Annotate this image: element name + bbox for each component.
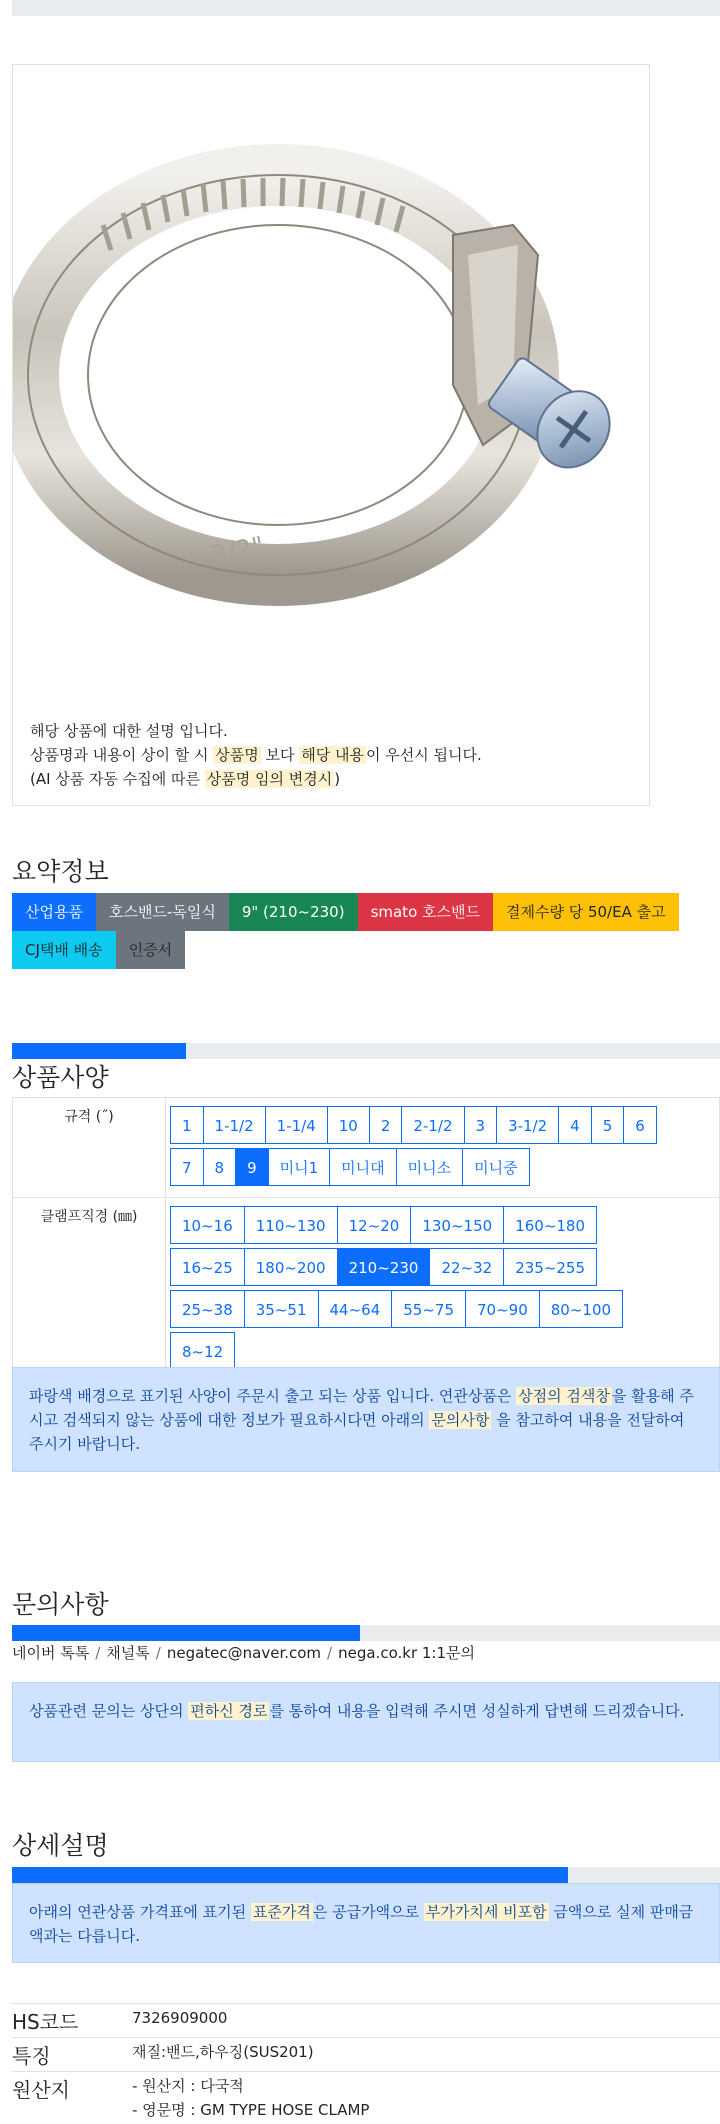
clamp-option[interactable]: 180~200 [244,1248,338,1286]
clamp-option-row [170,1202,713,1244]
clamp-option[interactable]: 25~38 [170,1290,245,1328]
size-label: 규격 (˝) [13,1098,166,1198]
clamp-option[interactable]: 160~180 [503,1206,597,1244]
inquiry-notice: 상품관련 문의는 상단의 편하신 경로 를 통하여 내용을 입력해 주시면 성실하게 답변해 드리겠습니다. [12,1682,720,1762]
top-divider-bar [12,0,720,16]
inquiry-link[interactable]: 네이버 톡톡 [12,1644,89,1662]
highlight-route: 편하신 경로 [188,1702,269,1720]
summary-tag: smato 호스밴드 [358,893,493,931]
inquiry-progress-bar [12,1625,720,1641]
size-option[interactable]: 1-1/2 [203,1106,266,1144]
description-line-2: 상품명과 내용이 상이 할 시 상품명 보다 해당 내용 이 우선시 됩니다. [30,743,482,767]
product-description [30,719,482,791]
size-option[interactable]: 1-1/4 [265,1106,328,1144]
size-option-row [170,1102,713,1144]
summary-tag: 인증서 [116,931,185,969]
detail-notice: 아래의 연관상품 가격표에 표기된 표준가격 은 공급가액으로 부가가치세 비포함 금액으로 실제 판매금액과는 다릅니다. [12,1883,720,1963]
size-option[interactable]: 6 [623,1106,657,1144]
size-option-row [170,1144,713,1186]
highlight-content: 해당 내용 [299,746,366,764]
clamp-option[interactable]: 235~255 [503,1248,597,1286]
size-option[interactable]: 미니소 [396,1148,463,1186]
highlight-standard-price: 표준가격 [251,1903,313,1921]
size-option[interactable]: 미니1 [268,1148,331,1186]
clamp-options [170,1202,713,1370]
inquiry-title: 문의사항 [12,1585,109,1621]
product-image-box [12,64,650,806]
size-option[interactable]: 8 [203,1148,237,1186]
detail-info-table [12,2003,720,2124]
size-option[interactable]: 2-1/2 [401,1106,464,1144]
hs-code-row [12,2004,720,2038]
spec-progress-bar [12,1043,720,1059]
svg-text:3/2": 3/2" [208,531,267,572]
clamp-option[interactable]: 8~12 [170,1332,235,1370]
clamp-option[interactable]: 10~16 [170,1206,245,1244]
clamp-option[interactable]: 12~20 [337,1206,412,1244]
link-separator: / [327,1644,332,1662]
summary-title: 요약정보 [12,852,109,888]
clamp-option[interactable]: 22~32 [429,1248,504,1286]
inquiry-link[interactable]: 채널톡 [106,1644,149,1662]
description-line-3: (AI 상품 자동 수집에 따른 상품명 임의 변경시 ) [30,767,482,791]
size-option[interactable]: 3 [464,1106,498,1144]
clamp-label: 클램프직경 (㎜) [13,1198,166,1377]
clamp-option-row [170,1244,713,1286]
link-separator: / [156,1644,161,1662]
size-option[interactable]: 미니대 [329,1148,396,1186]
description-line-1: 해당 상품에 대한 설명 입니다. [30,719,482,743]
origin-english-name: - 영문명 : GM TYPE HOSE CLAMP [132,2098,720,2122]
clamp-option[interactable]: 130~150 [410,1206,504,1244]
highlight-inquiry: 문의사항 [429,1411,491,1429]
feature-row [12,2038,720,2072]
clamp-option[interactable]: 55~75 [391,1290,466,1328]
clamp-option-row [170,1286,713,1328]
highlight-name-change: 상품명 임의 변경시 [205,770,334,788]
spec-notice: 파랑색 배경으로 표기된 사양이 주문시 출고 되는 상품 입니다. 연관상품은 상점의 검색창 을 활용해 주시고 검색되지 않는 상품에 대한 정보가 필요하시다면 아래의 문의사항 을 참고하여 내용을 전달하여 주시기 바랍니다. [12,1367,720,1472]
summary-tag: 호스밴드-독일식 [96,893,229,931]
size-option[interactable]: 2 [369,1106,403,1144]
spec-title: 상품사양 [12,1058,109,1094]
size-option[interactable]: 3-1/2 [496,1106,559,1144]
size-option[interactable]: 7 [170,1148,204,1186]
detail-progress-bar [12,1867,720,1883]
highlight-vat: 부가가치세 비포함 [424,1903,549,1921]
feature-value: 재질:밴드,하우징(SUS201) [132,2038,720,2072]
size-options [170,1102,713,1186]
size-option[interactable]: 5 [591,1106,625,1144]
size-option[interactable]: 4 [558,1106,592,1144]
origin-key: 원산지 [12,2072,132,2124]
spec-table [12,1097,720,1377]
size-option[interactable]: 9 [235,1148,269,1186]
highlight-search: 상점의 검색창 [516,1387,612,1405]
clamp-option[interactable]: 80~100 [539,1290,623,1328]
clamp-option[interactable]: 210~230 [337,1248,431,1286]
link-separator: / [95,1644,100,1662]
summary-tag: CJ택배 배송 [12,931,116,969]
clamp-row [13,1198,720,1377]
size-option[interactable]: 미니중 [462,1148,529,1186]
hose-clamp-image [13,85,649,645]
clamp-option[interactable]: 110~130 [244,1206,338,1244]
size-option[interactable]: 10 [327,1106,370,1144]
size-row [13,1098,720,1198]
highlight-product-name: 상품명 [213,746,260,764]
origin-row [12,2072,720,2124]
hs-code-value: 7326909000 [132,2004,720,2038]
clamp-option[interactable]: 35~51 [244,1290,319,1328]
summary-tag: 결제수량 당 50/EA 출고 [493,893,679,931]
origin-value [132,2072,720,2124]
size-option[interactable]: 1 [170,1106,204,1144]
inquiry-link[interactable]: nega.co.kr 1:1문의 [338,1644,475,1662]
clamp-option-row [170,1328,713,1370]
summary-tag: 9" (210~230) [229,893,358,931]
origin-country: - 원산지 : 다국적 [132,2074,720,2098]
detail-title: 상세설명 [12,1826,109,1862]
inquiry-links [12,1642,475,1663]
clamp-option[interactable]: 44~64 [318,1290,393,1328]
clamp-option[interactable]: 16~25 [170,1248,245,1286]
feature-key: 특징 [12,2038,132,2072]
clamp-option[interactable]: 70~90 [465,1290,540,1328]
summary-tags [12,893,720,969]
summary-tag: 산업용품 [12,893,96,931]
hs-code-key: HS코드 [12,2004,132,2038]
inquiry-link[interactable]: negatec@naver.com [167,1644,321,1662]
